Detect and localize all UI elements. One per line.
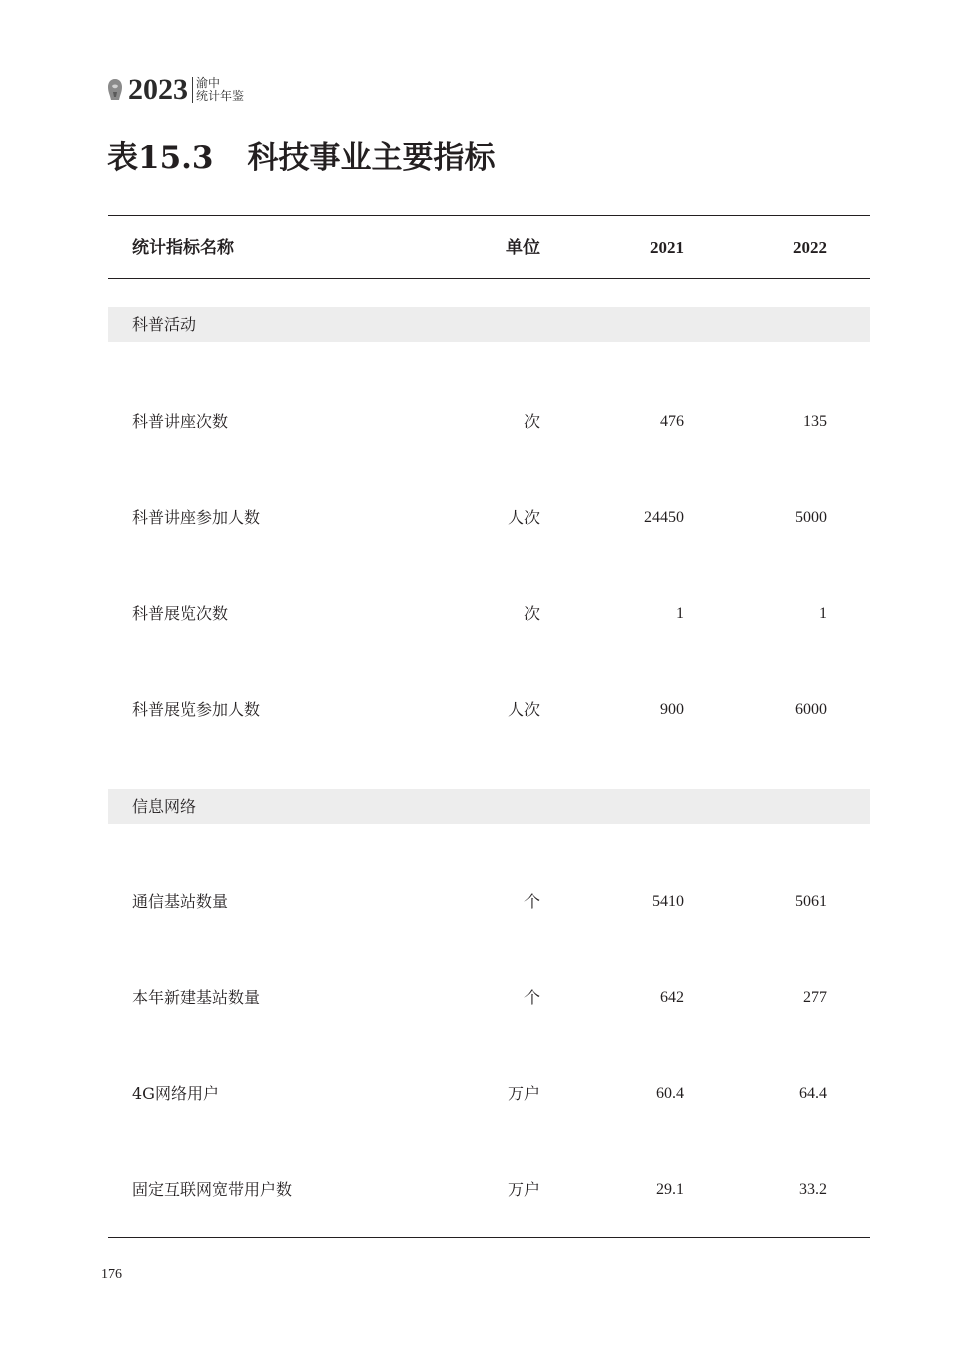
yearbook-logo-icon	[107, 78, 123, 102]
column-header-name: 统计指标名称	[132, 238, 234, 258]
table-row	[108, 986, 870, 1010]
row-value-2021: 900	[660, 701, 684, 718]
row-value-2022: 277	[803, 989, 827, 1006]
row-unit: 个	[523, 988, 540, 1007]
table-number: 表15.3	[107, 140, 214, 176]
row-value-2022: 33.2	[799, 1181, 827, 1198]
brand-line-1: 渝中	[196, 76, 221, 90]
row-name: 科普展览次数	[132, 604, 229, 623]
table-header-rule	[108, 278, 870, 279]
row-unit: 万户	[507, 1084, 540, 1103]
row-name: 本年新建基站数量	[132, 988, 261, 1007]
table-top-rule	[108, 215, 870, 216]
row-name: 通信基站数量	[132, 892, 229, 911]
row-unit: 万户	[507, 1180, 540, 1199]
table-row	[108, 1082, 870, 1106]
row-unit: 个	[523, 892, 540, 911]
table-title-text: 科技事业主要指标	[247, 140, 496, 176]
table-row	[108, 1178, 870, 1202]
row-value-2022: 6000	[795, 701, 827, 718]
table-row	[108, 698, 870, 722]
table-row	[108, 890, 870, 914]
yearbook-header	[107, 74, 244, 106]
row-value-2021: 642	[660, 989, 684, 1006]
row-value-2021: 29.1	[656, 1181, 684, 1198]
column-header-2021: 2021	[650, 238, 684, 257]
row-name: 4G网络用户	[132, 1084, 219, 1103]
row-value-2021: 24450	[644, 509, 684, 526]
yearbook-year: 2023	[128, 73, 188, 106]
brand-line-2: 统计年鉴	[196, 89, 245, 103]
column-header-unit: 单位	[506, 238, 540, 258]
column-header-2022: 2022	[793, 238, 827, 257]
row-name: 科普讲座次数	[132, 412, 229, 431]
row-value-2022: 135	[803, 413, 827, 430]
row-value-2021: 60.4	[656, 1085, 684, 1102]
table-bottom-rule	[108, 1237, 870, 1238]
row-unit: 人次	[507, 508, 540, 527]
table-row	[108, 410, 870, 434]
row-name: 科普展览参加人数	[132, 700, 261, 719]
section-label: 科普活动	[132, 315, 197, 334]
row-value-2021: 476	[660, 413, 684, 430]
row-name: 科普讲座参加人数	[132, 508, 261, 527]
row-value-2021: 5410	[652, 893, 684, 910]
table-row	[108, 506, 870, 530]
section-band-science-popularization	[108, 307, 870, 342]
row-value-2021: 1	[676, 605, 684, 622]
row-unit: 人次	[507, 700, 540, 719]
row-unit: 次	[523, 604, 540, 623]
section-label: 信息网络	[132, 797, 197, 816]
table-row	[108, 602, 870, 626]
row-unit: 次	[523, 412, 540, 431]
yearbook-brand	[196, 77, 244, 103]
row-value-2022: 5000	[795, 509, 827, 526]
table-title	[107, 138, 496, 178]
row-name: 固定互联网宽带用户数	[132, 1180, 293, 1199]
header-divider	[192, 77, 193, 103]
section-band-information-network	[108, 789, 870, 824]
row-value-2022: 1	[819, 605, 827, 622]
row-value-2022: 5061	[795, 893, 827, 910]
row-value-2022: 64.4	[799, 1085, 827, 1102]
page-number: 176	[101, 1267, 122, 1282]
